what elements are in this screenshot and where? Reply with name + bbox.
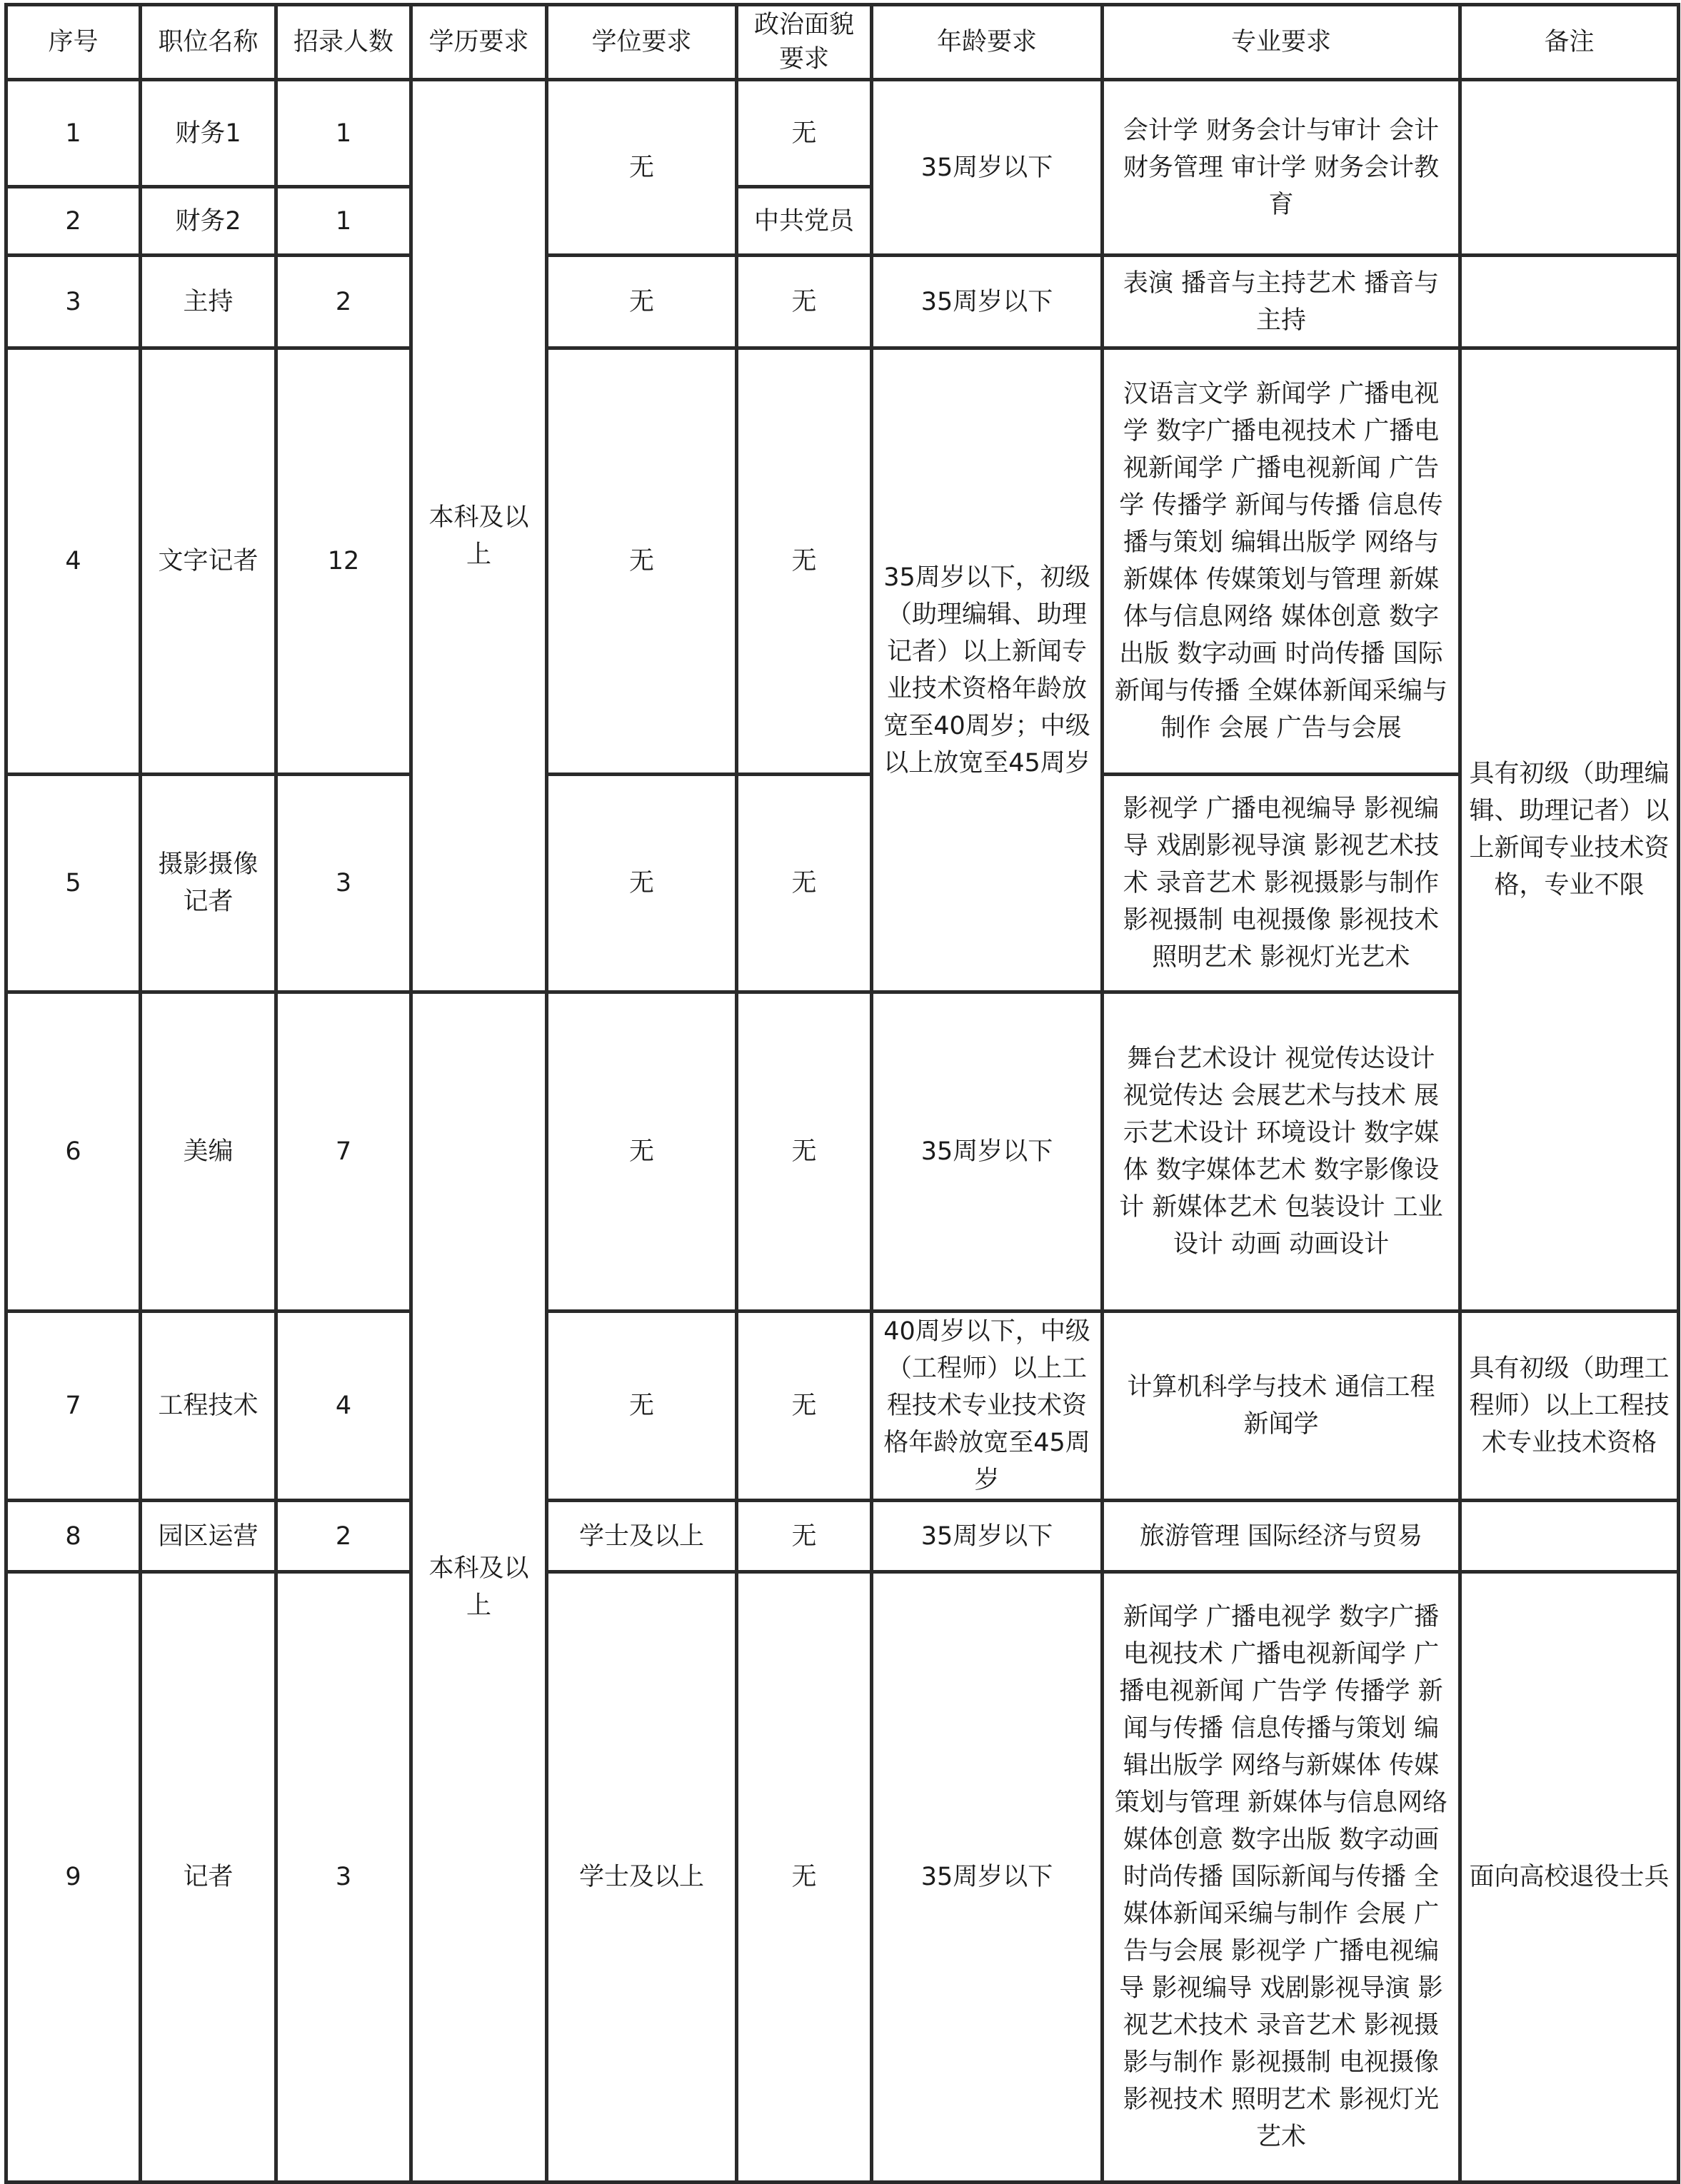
cell-age: 35周岁以下，初级（助理编辑、助理记者）以上新闻专业技术资格年龄放宽至40周岁；中级以上放宽至45周岁 — [872, 348, 1103, 992]
cell-position: 美编 — [141, 992, 276, 1312]
cell-political: 无 — [737, 1572, 872, 2183]
header-note: 备注 — [1460, 5, 1679, 80]
cell-major: 影视学 广播电视编导 影视编导 戏剧影视导演 影视艺术技术 录音艺术 影视摄影与制作 影视摄制 电视摄像 影视技术 照明艺术 影视灯光艺术 — [1103, 775, 1460, 992]
header-degree: 学位要求 — [547, 5, 737, 80]
cell-age: 35周岁以下 — [872, 992, 1103, 1312]
header-age: 年龄要求 — [872, 5, 1103, 80]
cell-count: 1 — [276, 80, 411, 187]
cell-no: 2 — [6, 187, 141, 256]
cell-degree: 学士及以上 — [547, 1572, 737, 2183]
header-education: 学历要求 — [411, 5, 547, 80]
table-row — [6, 80, 1679, 187]
cell-degree: 无 — [547, 775, 737, 992]
cell-no: 5 — [6, 775, 141, 992]
cell-position: 记者 — [141, 1572, 276, 2183]
cell-major: 汉语言文学 新闻学 广播电视学 数字广播电视技术 广播电视新闻学 广播电视新闻 广告学 传播学 新闻与传播 信息传播与策划 编辑出版学 网络与新媒体 传媒策划与管理 新媒体与信息网络 媒体创意 数字出版 数字动画 时尚传播 国际新闻与传播 全媒体新闻采编与制作 会展 广告与会展 — [1103, 348, 1460, 775]
cell-count: 3 — [276, 1572, 411, 2183]
cell-count: 3 — [276, 775, 411, 992]
cell-note: 具有初级（助理编辑、助理记者）以上新闻专业技术资格，专业不限 — [1460, 348, 1679, 1312]
cell-degree: 无 — [547, 1312, 737, 1501]
cell-no: 7 — [6, 1312, 141, 1501]
cell-position: 工程技术 — [141, 1312, 276, 1501]
table-row — [6, 256, 1679, 348]
cell-age: 35周岁以下 — [872, 1572, 1103, 2183]
cell-count: 4 — [276, 1312, 411, 1501]
cell-political: 无 — [737, 348, 872, 775]
cell-age: 35周岁以下 — [872, 256, 1103, 348]
cell-position: 财务2 — [141, 187, 276, 256]
table-row — [6, 1312, 1679, 1501]
cell-political: 无 — [737, 1501, 872, 1572]
cell-degree: 无 — [547, 256, 737, 348]
cell-major: 舞台艺术设计 视觉传达设计 视觉传达 会展艺术与技术 展示艺术设计 环境设计 数字媒体 数字媒体艺术 数字影像设计 新媒体艺术 包装设计 工业设计 动画 动画设计 — [1103, 992, 1460, 1312]
cell-note — [1460, 80, 1679, 256]
table-row — [6, 348, 1679, 775]
table-row — [6, 1501, 1679, 1572]
cell-position: 园区运营 — [141, 1501, 276, 1572]
table-row — [6, 775, 1679, 992]
cell-count: 2 — [276, 1501, 411, 1572]
cell-political: 无 — [737, 775, 872, 992]
cell-no: 4 — [6, 348, 141, 775]
header-no: 序号 — [6, 5, 141, 80]
cell-no: 1 — [6, 80, 141, 187]
recruitment-table — [4, 3, 1680, 2184]
cell-degree: 无 — [547, 992, 737, 1312]
cell-no: 3 — [6, 256, 141, 348]
cell-note — [1460, 256, 1679, 348]
cell-major: 计算机科学与技术 通信工程 新闻学 — [1103, 1312, 1460, 1501]
table-row — [6, 1572, 1679, 2183]
cell-position: 摄影摄像记者 — [141, 775, 276, 992]
header-row — [6, 5, 1679, 80]
cell-political: 中共党员 — [737, 187, 872, 256]
cell-position: 主持 — [141, 256, 276, 348]
cell-education: 本科及以上 — [411, 992, 547, 2183]
cell-degree: 无 — [547, 348, 737, 775]
header-position: 职位名称 — [141, 5, 276, 80]
cell-position: 文字记者 — [141, 348, 276, 775]
cell-major: 旅游管理 国际经济与贸易 — [1103, 1501, 1460, 1572]
cell-political: 无 — [737, 256, 872, 348]
cell-count: 2 — [276, 256, 411, 348]
cell-position: 财务1 — [141, 80, 276, 187]
table-row — [6, 992, 1679, 1312]
header-count: 招录人数 — [276, 5, 411, 80]
cell-political: 无 — [737, 80, 872, 187]
cell-major: 会计学 财务会计与审计 会计财务管理 审计学 财务会计教育 — [1103, 80, 1460, 256]
cell-major: 新闻学 广播电视学 数字广播电视技术 广播电视新闻学 广播电视新闻 广告学 传播学 新闻与传播 信息传播与策划 编辑出版学 网络与新媒体 传媒策划与管理 新媒体与信息网络 媒体创意 数字出版 数字动画 时尚传播 国际新闻与传播 全媒体新闻采编与制作 会展 广告与会展 影视学 广播电视编导 影视编导 戏剧影视导演 影视艺术技术 录音艺术 影视摄影与制作 影视摄制 电视摄像 影视技术 照明艺术 影视灯光艺术 — [1103, 1572, 1460, 2183]
header-political: 政治面貌要求 — [737, 5, 872, 80]
cell-note: 具有初级（助理工程师）以上工程技术专业技术资格 — [1460, 1312, 1679, 1501]
cell-no: 9 — [6, 1572, 141, 2183]
cell-no: 8 — [6, 1501, 141, 1572]
cell-political: 无 — [737, 992, 872, 1312]
cell-degree: 学士及以上 — [547, 1501, 737, 1572]
cell-major: 表演 播音与主持艺术 播音与主持 — [1103, 256, 1460, 348]
cell-political: 无 — [737, 1312, 872, 1501]
cell-age: 35周岁以下 — [872, 1501, 1103, 1572]
cell-no: 6 — [6, 992, 141, 1312]
cell-count: 7 — [276, 992, 411, 1312]
cell-count: 12 — [276, 348, 411, 775]
cell-note — [1460, 1501, 1679, 1572]
cell-education: 本科及以上 — [411, 80, 547, 992]
header-major: 专业要求 — [1103, 5, 1460, 80]
cell-age: 35周岁以下 — [872, 80, 1103, 256]
cell-age: 40周岁以下，中级（工程师）以上工程技术专业技术资格年龄放宽至45周岁 — [872, 1312, 1103, 1501]
cell-degree: 无 — [547, 80, 737, 256]
cell-note: 面向高校退役士兵 — [1460, 1572, 1679, 2183]
cell-count: 1 — [276, 187, 411, 256]
